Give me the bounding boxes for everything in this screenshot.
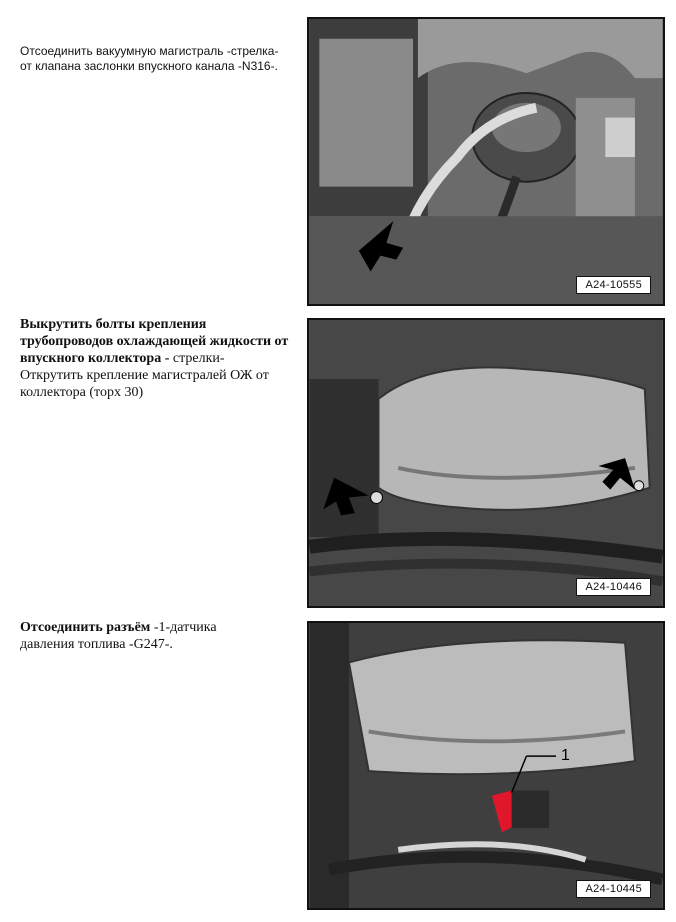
step-3-instruction: -1-датчика давления топлива -G247-.: [20, 620, 217, 652]
callout-number: 1: [561, 747, 570, 764]
figure-label-1: A24-10555: [576, 276, 651, 294]
step-2-instruction-arrows: стрелки-: [172, 351, 225, 366]
engine-illustration-3: [309, 623, 663, 908]
figure-label-2: A24-10446: [576, 578, 651, 596]
step-1-figure: [307, 17, 665, 306]
step-3-figure: [307, 621, 665, 910]
step-1-instruction: Отсоединить вакуумную магистраль -стрелка- от клапана заслонки впускного канала -N316-.: [20, 44, 279, 73]
step-2-instruction-note: Открутить крепление магистралей ОЖ от коллектора (торх 30): [20, 368, 269, 400]
step-1-text: [20, 44, 288, 74]
step-2-figure: [307, 318, 665, 608]
engine-illustration-2: [309, 320, 663, 606]
engine-illustration-1: [309, 19, 663, 304]
step-2-instruction-bold: Выкрутить болты крепления трубопроводов охлаждающей жидкости от впускного коллектора -: [20, 317, 289, 366]
figure-label-3: A24-10445: [576, 880, 651, 898]
step-2-text: [20, 316, 290, 401]
step-3-text: [20, 619, 260, 653]
step-3-instruction-bold: Отсоединить разъём: [20, 620, 151, 635]
